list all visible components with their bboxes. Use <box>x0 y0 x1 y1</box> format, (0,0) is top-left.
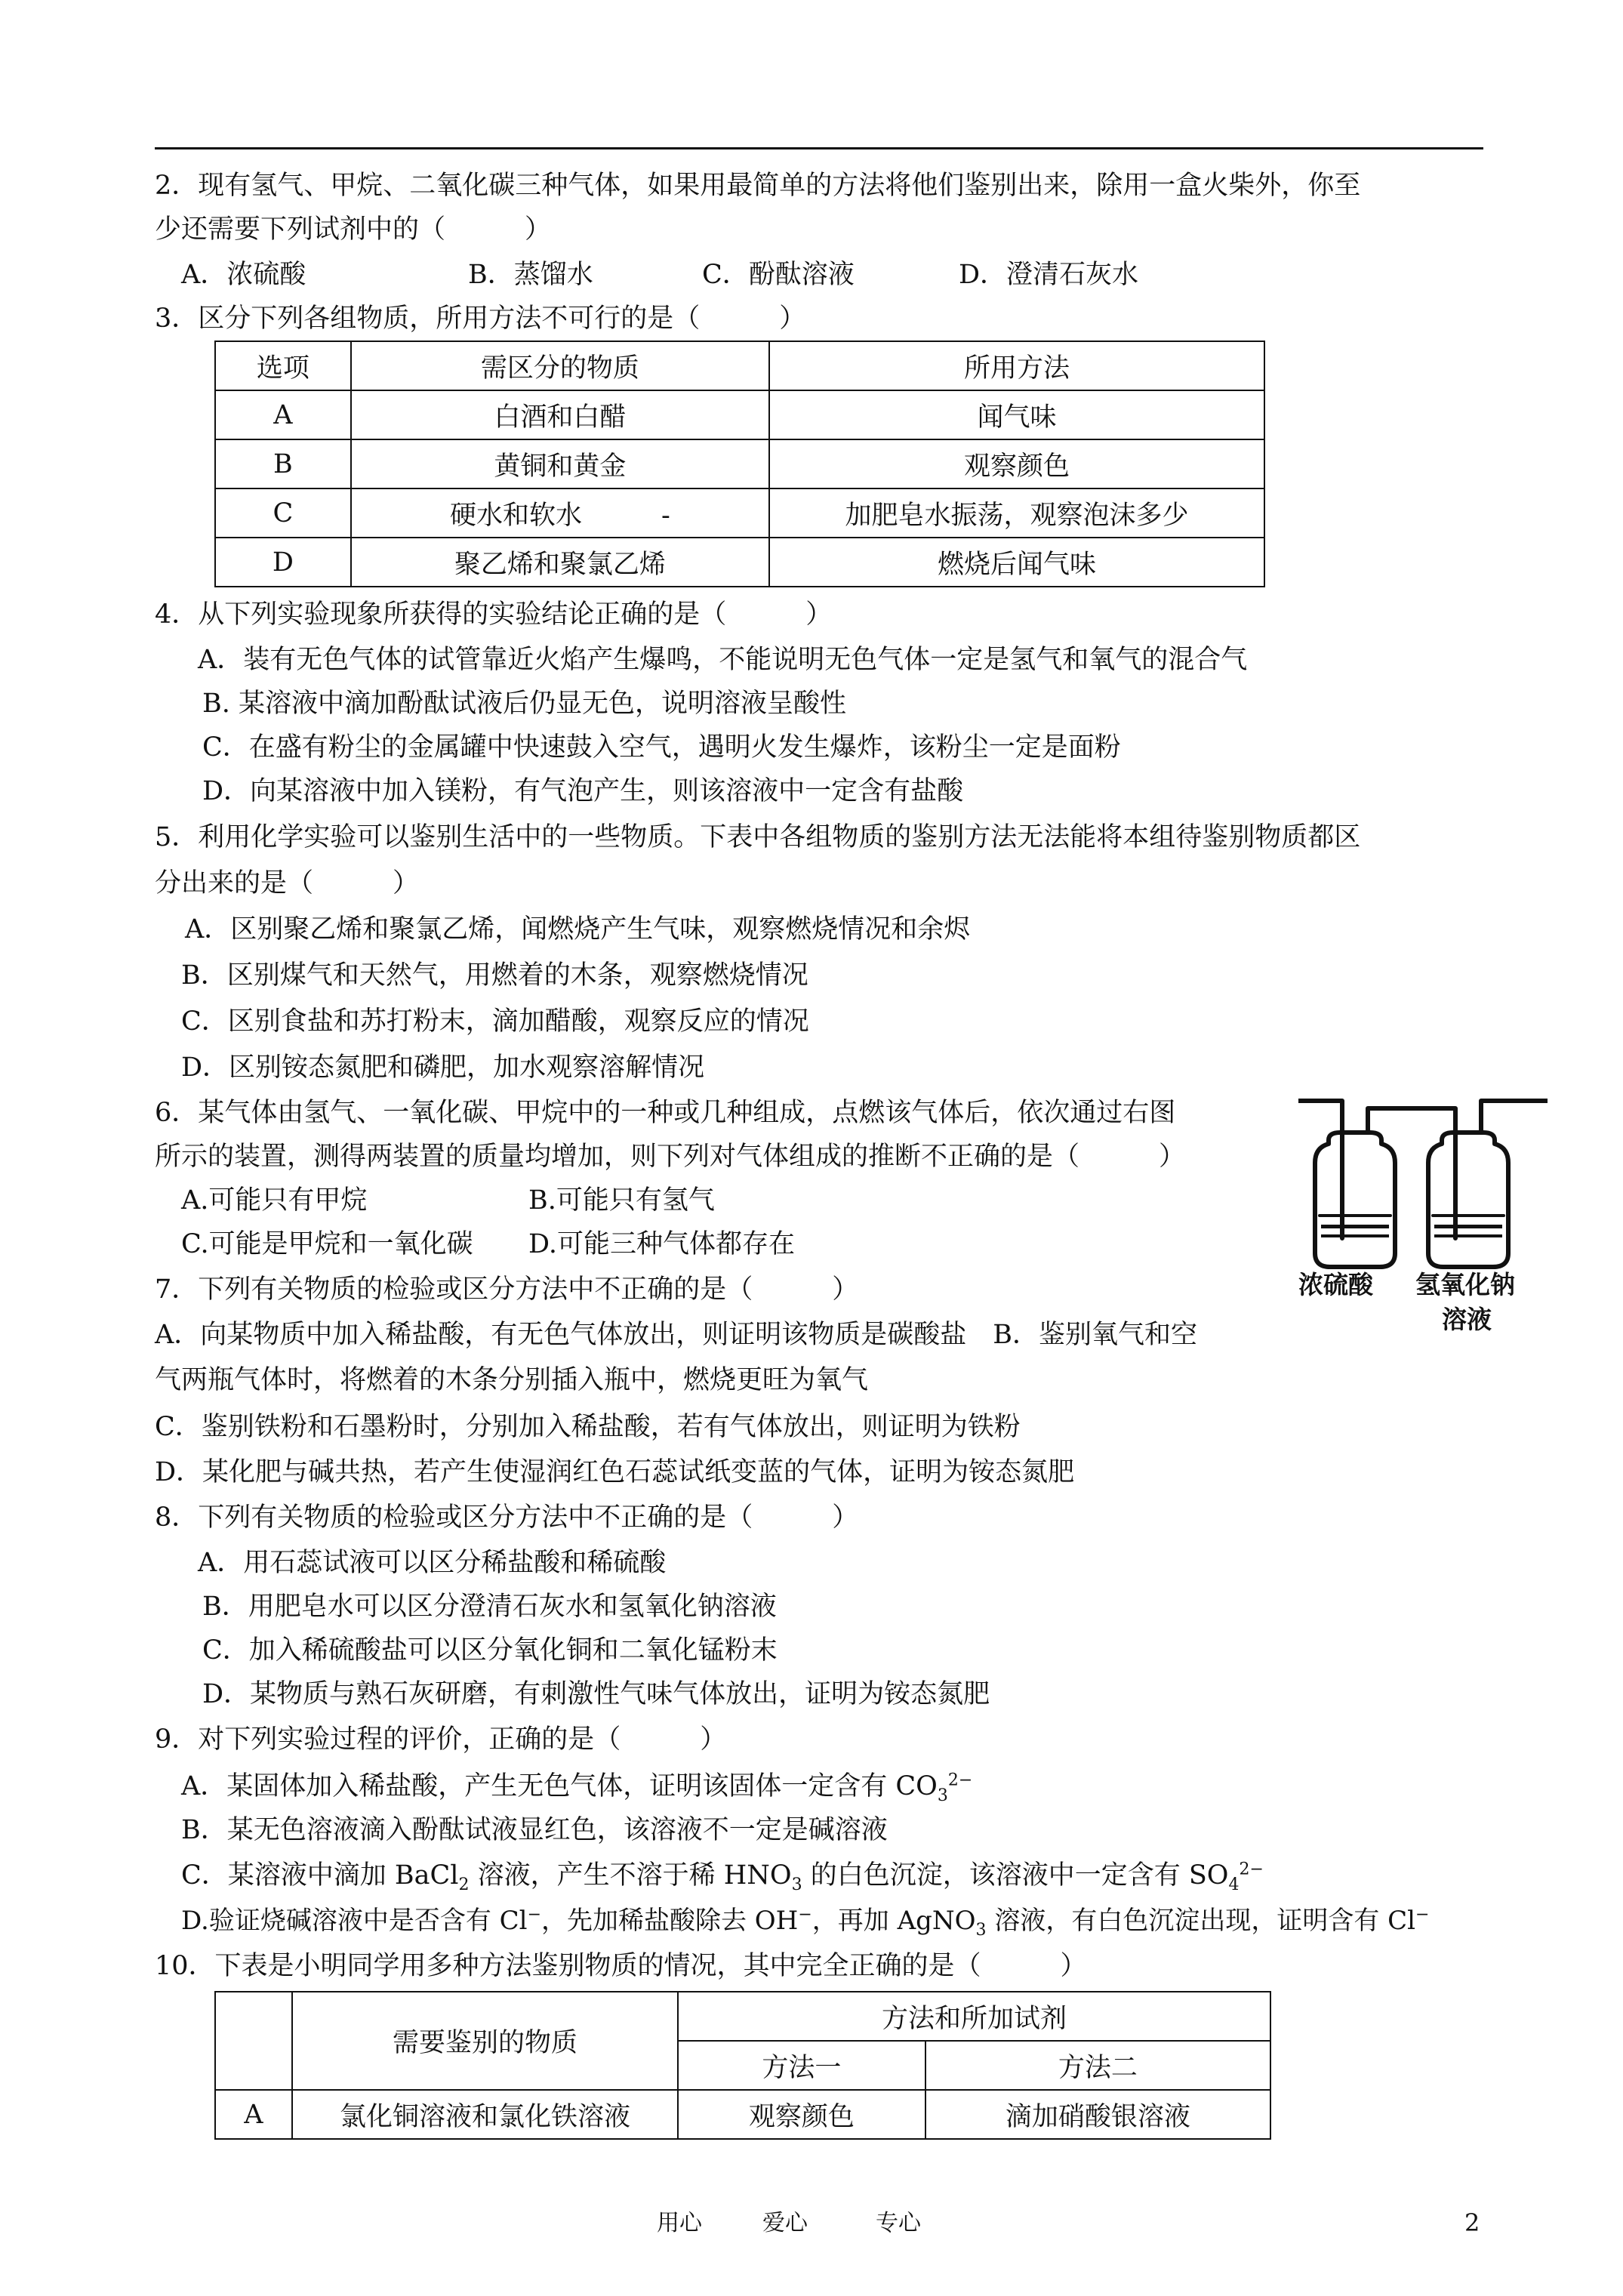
table-cell: 观察颜色 <box>769 439 1264 488</box>
q6-line2: 所示的装置，测得两装置的质量均增加，则下列对气体组成的推断不正确的是（ ） <box>155 1142 1186 1172</box>
page-number: 2 <box>1464 2208 1480 2237</box>
header-cell: 需区分的物质 <box>351 341 769 390</box>
header-cell-empty <box>215 1992 292 2090</box>
q7-option-a-cont: 气两瓶气体时，将燃着的木条分别插入瓶中，燃烧更旺为氧气 <box>155 1365 869 1395</box>
q7-stem: 7．下列有关物质的检验或区分方法中不正确的是（ ） <box>155 1274 859 1305</box>
table-cell: 燃烧后闻气味 <box>769 538 1264 587</box>
q2-option-c: C．酚酞溶液 <box>702 260 855 290</box>
q8-option-b: B．用肥皂水可以区分澄清石灰水和氢氧化钠溶液 <box>202 1592 777 1622</box>
q5-line1: 5．利用化学实验可以鉴别生活中的一些物质。下表中各组物质的鉴别方法无法能将本组待鉴别物质都区 <box>155 822 1361 852</box>
q8-option-d: D．某物质与熟石灰研磨，有刺激性气味气体放出，证明为铵态氮肥 <box>202 1679 990 1709</box>
q8-option-c: C．加入稀硫酸盐可以区分氧化铜和二氧化锰粉末 <box>202 1635 778 1666</box>
table-cell: 闻气味 <box>769 390 1264 439</box>
q3-table <box>214 341 1265 587</box>
superscript: − <box>798 1905 812 1925</box>
text: 溶液，有白色沉淀出现，证明含有 Cl <box>986 1906 1416 1936</box>
q7-option-d: D．某化肥与碱共热，若产生使湿润红色石蕊试纸变蓝的气体，证明为铵态氮肥 <box>155 1457 1075 1487</box>
q7-option-c: C．鉴别铁粉和石墨粉时，分别加入稀盐酸，若有气体放出，则证明为铁粉 <box>155 1412 1021 1442</box>
table-cell: C <box>215 488 351 538</box>
subscript: 2 <box>458 1875 470 1894</box>
q4-option-b: B. 某溶液中滴加酚酞试液后仍显无色，说明溶液呈酸性 <box>202 689 846 719</box>
table-cell: 硬水和软水 - <box>351 488 769 538</box>
q4-stem: 4．从下列实验现象所获得的实验结论正确的是（ ） <box>155 599 833 630</box>
table-cell: 氯化铜溶液和氯化铁溶液 <box>292 2090 678 2139</box>
subscript: 3 <box>791 1875 802 1894</box>
q8-option-a: A．用石蕊试液可以区分稀盐酸和稀硫酸 <box>198 1548 667 1578</box>
table-cell: A <box>215 390 351 439</box>
header-cell: 方法一 <box>678 2041 925 2090</box>
text: C．某溶液中滴加 BaCl <box>181 1860 459 1891</box>
q4-option-c: C．在盛有粉尘的金属罐中快速鼓入空气，遇明火发生爆炸，该粉尘一定是面粉 <box>202 732 1121 763</box>
table-header-row <box>215 1992 1270 2041</box>
table-cell: D <box>215 538 351 587</box>
table-cell: B <box>215 439 351 488</box>
q6-line1: 6．某气体由氢气、一氧化碳、甲烷中的一种或几种组成，点燃该气体后，依次通过右图 <box>155 1098 1176 1128</box>
q5-option-b: B．区别煤气和天然气，用燃着的木条，观察燃烧情况 <box>181 960 808 991</box>
gas-washing-bottles-figure <box>1298 1087 1548 1359</box>
figure-label-right-1: 氢氧化钠 <box>1415 1270 1515 1299</box>
table-row <box>215 2090 1270 2139</box>
table-row <box>215 538 1264 587</box>
q2-option-b: B．蒸馏水 <box>468 260 593 290</box>
text: A．某固体加入稀盐酸，产生无色气体，证明该固体一定含有 CO <box>181 1771 938 1801</box>
q6-option-d: D.可能三种气体都存在 <box>528 1229 795 1259</box>
figure-label-right-2: 溶液 <box>1442 1305 1492 1334</box>
superscript: − <box>1415 1905 1430 1925</box>
superscript: − <box>527 1905 541 1925</box>
table-cell: 观察颜色 <box>678 2090 925 2139</box>
header-cell: 选项 <box>215 341 351 390</box>
text: D.验证烧碱溶液中是否含有 Cl <box>181 1906 528 1936</box>
table-header-row <box>215 341 1264 390</box>
text: 溶液，产生不溶于稀 HNO <box>469 1860 792 1891</box>
table-cell: 滴加硝酸银溶液 <box>925 2090 1270 2139</box>
q4-option-d: D．向某溶液中加入镁粉，有气泡产生，则该溶液中一定含有盐酸 <box>202 776 964 806</box>
header-cell: 需要鉴别的物质 <box>292 1992 678 2090</box>
table-row <box>215 390 1264 439</box>
table-cell: 聚乙烯和聚氯乙烯 <box>351 538 769 587</box>
q6-option-c: C.可能是甲烷和一氧化碳 <box>181 1229 473 1259</box>
q9-option-b: B．某无色溶液滴入酚酞试液显红色，该溶液不一定是碱溶液 <box>181 1815 888 1845</box>
superscript: 2− <box>947 1771 973 1790</box>
subscript: 3 <box>937 1786 948 1805</box>
table-row <box>215 439 1264 488</box>
q2-line2: 少还需要下列试剂中的（ ） <box>155 214 552 245</box>
q5-option-d: D．区别铵态氮肥和磷肥，加水观察溶解情况 <box>181 1052 705 1083</box>
q5-option-c: C．区别食盐和苏打粉末，滴加醋酸，观察反应的情况 <box>181 1006 809 1037</box>
q9-option-a <box>181 1768 972 1804</box>
subscript: 4 <box>1228 1875 1240 1894</box>
header-rule <box>155 147 1483 149</box>
q6-option-b: B.可能只有氢气 <box>528 1185 715 1216</box>
subscript: 3 <box>975 1920 987 1940</box>
superscript: 2− <box>1239 1860 1264 1879</box>
text: ，先加稀盐酸除去 OH <box>541 1906 799 1936</box>
table-cell: 黄铜和黄金 <box>351 439 769 488</box>
text: 的白色沉淀，该溶液中一定含有 SO <box>802 1860 1229 1891</box>
q2-option-a: A．浓硫酸 <box>181 260 306 290</box>
table-cell: A <box>215 2090 292 2139</box>
header-cell: 方法二 <box>925 2041 1270 2090</box>
q9-stem: 9．对下列实验过程的评价，正确的是（ ） <box>155 1724 727 1755</box>
table-cell: 加肥皂水振荡，观察泡沫多少 <box>769 488 1264 538</box>
text: ，再加 AgNO <box>812 1906 976 1936</box>
table-cell: 白酒和白醋 <box>351 390 769 439</box>
q2-line1: 2．现有氢气、甲烷、二氧化碳三种气体，如果用最简单的方法将他们鉴别出来，除用一盒火柴外，你至 <box>155 171 1361 201</box>
footer-word-3: 专心 <box>876 2210 921 2236</box>
apparatus-drawing <box>1298 1087 1548 1284</box>
q7-option-a: A．向某物质中加入稀盐酸，有无色气体放出，则证明该物质是碳酸盐 B．鉴别氧气和空 <box>155 1320 1197 1350</box>
header-cell: 方法和所加试剂 <box>678 1992 1270 2041</box>
q9-option-d <box>181 1903 1429 1939</box>
footer-word-2: 爱心 <box>762 2210 808 2236</box>
q10-table <box>214 1991 1271 2140</box>
q10-stem: 10．下表是小明同学用多种方法鉴别物质的情况，其中完全正确的是（ ） <box>155 1951 1087 1981</box>
q9-option-c <box>181 1857 1264 1894</box>
header-cell: 所用方法 <box>769 341 1264 390</box>
q8-stem: 8．下列有关物质的检验或区分方法中不正确的是（ ） <box>155 1502 859 1533</box>
q6-option-a: A.可能只有甲烷 <box>181 1185 368 1216</box>
q3-stem: 3．区分下列各组物质，所用方法不可行的是（ ） <box>155 304 806 334</box>
q5-option-a: A．区别聚乙烯和聚氯乙烯，闻燃烧产生气味，观察燃烧情况和余烬 <box>185 914 971 945</box>
q2-option-d: D．澄清石灰水 <box>959 260 1139 290</box>
footer-word-1: 用心 <box>657 2210 702 2236</box>
figure-label-left: 浓硫酸 <box>1298 1270 1373 1299</box>
q4-option-a: A．装有无色气体的试管靠近火焰产生爆鸣，不能说明无色气体一定是氢气和氧气的混合气 <box>198 645 1248 675</box>
table-row <box>215 488 1264 538</box>
q5-line2: 分出来的是（ ） <box>155 868 420 898</box>
